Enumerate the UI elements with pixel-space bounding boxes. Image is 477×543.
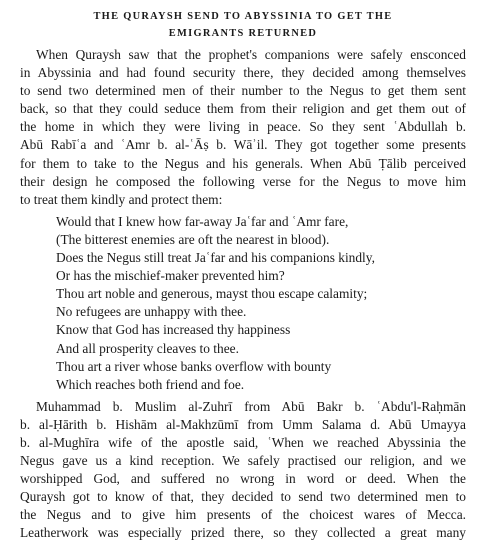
text-line: Abū Rabīʿa and ʿAmr b. al-ʿĀṣ b. Wāʾil. They got together some presents (20, 137, 466, 153)
text-line: in Abyssinia and had found security there, they decided among themselves (20, 65, 466, 81)
verse-line: Thou art a river whose banks overflow with bounty (56, 358, 332, 374)
book-page (20, 8, 466, 543)
verse-line: No refugees are unhappy with thee. (56, 304, 247, 320)
text-line: worshipped God, and suffered no wrong in word or deed. When the (20, 471, 466, 487)
text-line: b. al-Ḥārith b. Hishām al-Makhzūmī from Umm Salama d. Abū Umayya (20, 416, 466, 432)
text-line: to treat them kindly and protect them: (20, 191, 223, 207)
text-line: back, so that they could seduce them from their religion and get them out of (20, 101, 466, 117)
text-line: the home in which they were living in peace. So they sent ʿAbdullah b. (20, 119, 466, 135)
verse-block (56, 213, 466, 394)
text-line: Negus gave us a kind reception. We safely practised our religion, and we (20, 453, 466, 469)
text-line: Muhammad b. Muslim al-Zuhrī from Abū Bakr b. ʿAbdu'l-Raḥmān (36, 398, 466, 414)
chapter-heading-line-2: EMIGRANTS RETURNED (168, 28, 318, 39)
text-line: their design he composed the following verse for the Negus to move him (20, 173, 466, 189)
chapter-heading (20, 8, 466, 42)
chapter-heading-line-1: THE QURAYSH SEND TO ABYSSINIA TO GET THE (93, 11, 393, 22)
verse-line: Does the Negus still treat Jaʿfar and his companions kindly, (56, 250, 375, 266)
paragraph-1 (20, 46, 466, 209)
verse-line: Or has the mischief-maker prevented him? (56, 268, 285, 284)
verse-line: And all prosperity cleaves to thee. (56, 340, 239, 356)
verse-line: Thou art noble and generous, mayst thou escape calamity; (56, 286, 368, 302)
paragraph-2 (20, 398, 466, 543)
verse-line: (The bitterest enemies are oft the nearest in blood). (56, 231, 330, 247)
verse-line: Would that I knew how far-away Jaʿfar and ʿAmr fare, (56, 213, 349, 229)
text-line: Quraysh got to know of that, they decided to send two determined men to (20, 489, 466, 505)
text-line: for them to take to the Negus and his generals. When Abū Ṭālib perceived (20, 155, 466, 171)
text-line: Leatherwork was especially prized there, so they collected a great many (20, 525, 466, 541)
text-line: the Negus and to give him presents of the choicest wares of Mecca. (20, 507, 466, 523)
text-line: b. al-Mughīra wife of the apostle said, ʿWhen we reached Abyssinia the (20, 434, 466, 450)
text-line: When Quraysh saw that the prophet's companions were safely ensconced (36, 47, 466, 62)
verse-line: Know that God has increased thy happiness (56, 322, 291, 338)
verse-line: Which reaches both friend and foe. (56, 376, 245, 392)
text-line: to send two determined men of their number to the Negus to get them sent (20, 83, 466, 99)
